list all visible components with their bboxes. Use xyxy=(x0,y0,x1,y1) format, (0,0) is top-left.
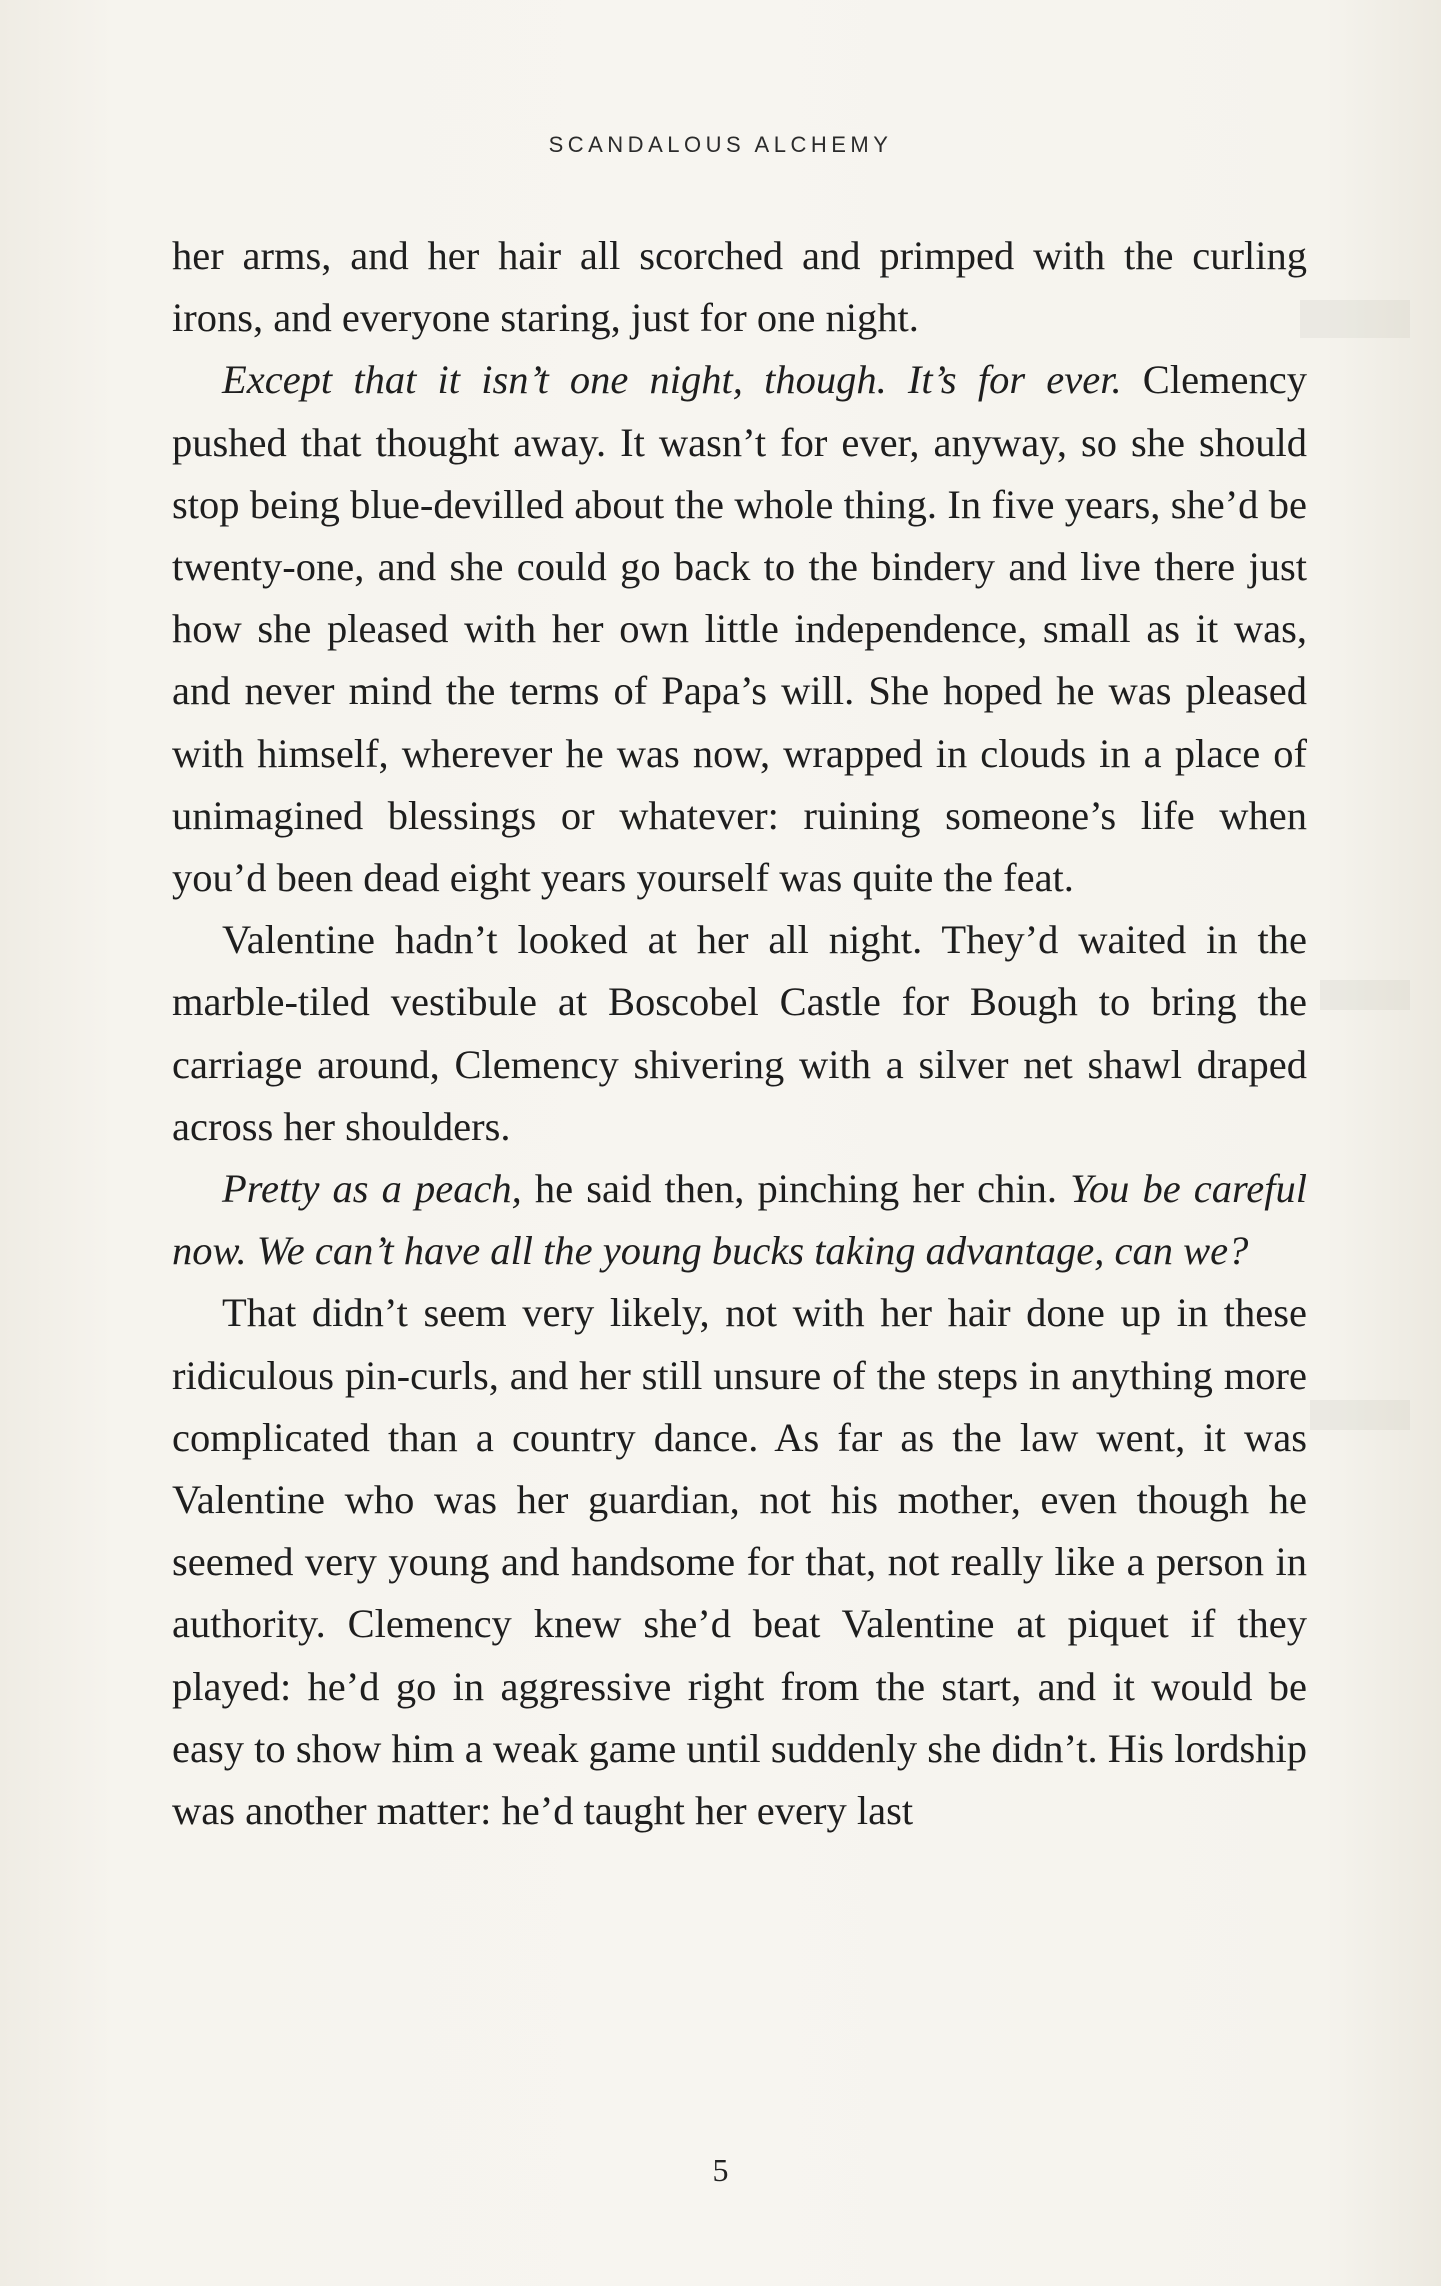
paragraph-5-text: That didn’t seem very likely, not with her hair done up in these ridiculous pin-curls, and her still unsure of the steps in anything more complicated than a country dance. As far as the law went, it was Valentine who was her guardian, not his mother, even though he seemed very young and handsome for that, not really like a person in authority. Clemency knew she’d beat Valentine at piquet if they played: he’d go in aggressive right from the start, and it would be easy to show him a weak game until suddenly she didn’t. His lordship was another matter: he’d taught her every last xyxy=(172,1290,1307,1834)
show-through-mark xyxy=(1300,300,1410,338)
body-text xyxy=(172,225,1307,1842)
paragraph-4 xyxy=(172,1158,1307,1282)
paragraph-3 xyxy=(172,909,1307,1158)
page-number: 5 xyxy=(712,2152,729,2188)
paragraph-4-text: he said then, pinching her chin. xyxy=(521,1166,1071,1212)
paragraph-4-italic: Pretty as a peach, xyxy=(222,1166,522,1212)
paragraph-2 xyxy=(172,349,1307,909)
paragraph-2-italic: Except that it isn’t one night, though. It’s for ever. xyxy=(222,357,1122,403)
paragraph-2-text: Clemency pushed that thought away. It wasn’t for ever, anyway, so she should stop being blue-devilled about the whole thing. In five years, she’d be twenty-one, and she could go back to the bindery and live there just how she pleased with her own little independence, small as it was, and never mind the terms of Papa’s will. She hoped he was pleased with himself, wherever he was now, wrapped in clouds in a place of unimagined blessings or whatever: ruining someone’s life when you’d been dead eight years yourself was quite the feat. xyxy=(172,357,1307,901)
paragraph-4-italic-2: You be careful now. We can’t have all the young bucks taking advantage, can we? xyxy=(172,1166,1307,1274)
show-through-mark xyxy=(1310,1400,1410,1430)
paragraph-3-text: Valentine hadn’t looked at her all night. They’d waited in the marble-tiled vestibule at Boscobel Castle for Bough to bring the carriage around, Clemency shivering with a silver net shawl draped across her shoulders. xyxy=(172,917,1307,1149)
paragraph-1 xyxy=(172,225,1307,349)
running-head: SCANDALOUS ALCHEMY xyxy=(548,132,893,157)
paragraph-5 xyxy=(172,1282,1307,1842)
paragraph-1-text: her arms, and her hair all scorched and primped with the curling irons, and everyone staring, just for one night. xyxy=(172,233,1307,341)
show-through-mark xyxy=(1320,980,1410,1010)
